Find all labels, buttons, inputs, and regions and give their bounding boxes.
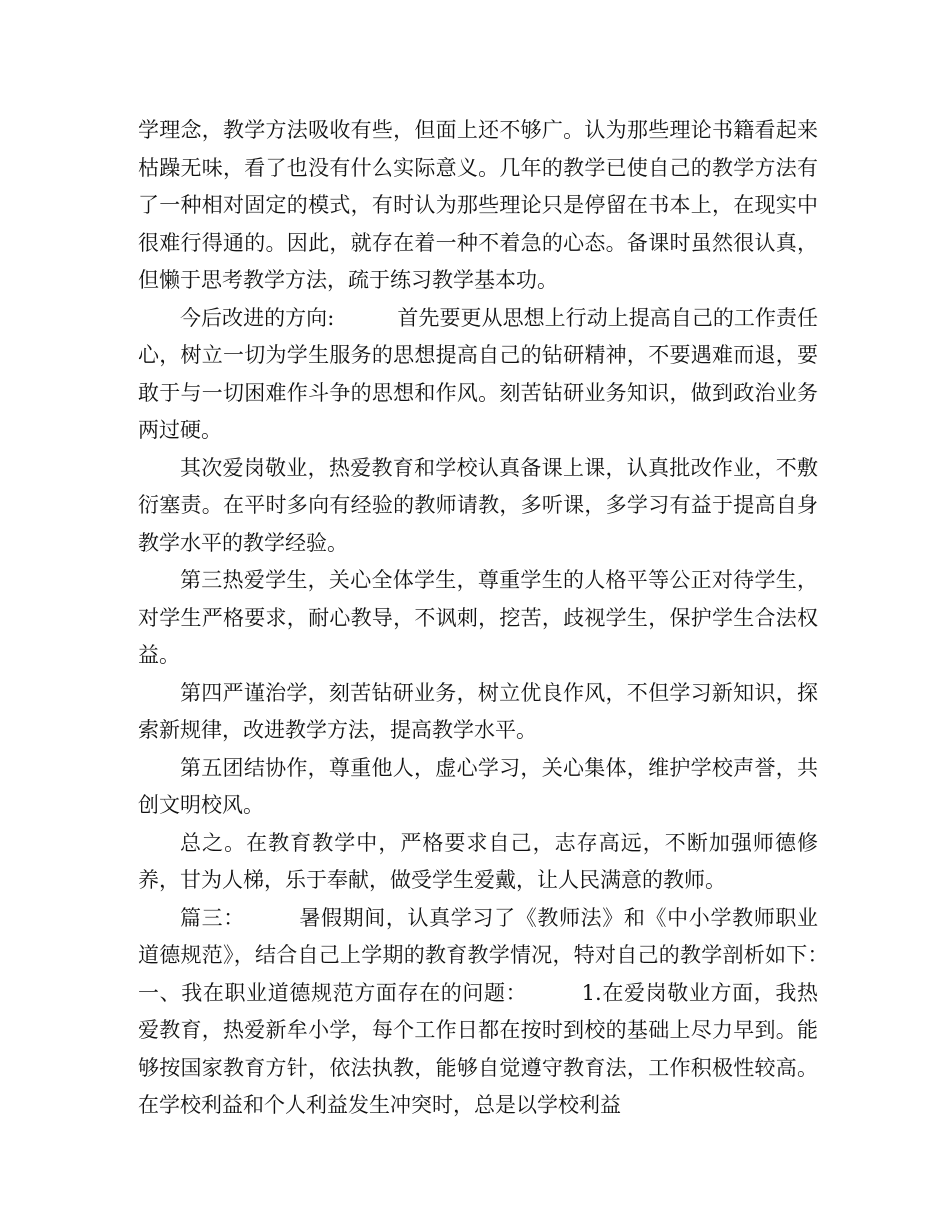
paragraph-improvement-direction: 今后改进的方向: 首先要更从思想上行动上提高自己的工作责任心，树立一切为学生服务的思想提高自己的钻研精神，不要遇难而退，要敢于与一切困难作斗争的思想和作风。刻苦钻研业务知识，做到政治业务两过硬。 (138, 305, 818, 442)
paragraph-part-three: 篇三： 暑假期间，认真学习了《教师法》和《中小学教师职业道德规范》，结合自己上学期的教育教学情况，特对自己的教学剖析如下： 一、我在职业道德规范方面存在的问题： 1.在爱岗敬业方面，我热爱教育，热爱新牟小学，每个工作日都在按时到校的基础上尽力早到。能够按国家教育方针，依法执教，能够自觉遵守教育法，工作积极性较高。在学校利益和个人利益发生冲突时，总是以学校利益 (138, 905, 881, 1117)
paragraph-fifth-point: 第五团结协作，尊重他人，虚心学习，关心集体，维护学校声誉，共创文明校风。 (138, 755, 818, 817)
paragraph-continuation: 学理念，教学方法吸收有些，但面上还不够广。认为那些理论书籍看起来枯躁无味，看了也没有什么实际意义。几年的教学已使自己的教学方法有了一种相对固定的模式，有时认为那些理论只是停留在书本上，在现实中很难行得通的。因此，就存在着一种不着急的心态。备课时虽然很认真，但懒于思考教学方法，疏于练习教学基本功。 (138, 118, 818, 292)
document-page (138, 112, 881, 1125)
paragraph-third-point: 第三热爱学生，关心全体学生，尊重学生的人格平等公正对待学生，对学生严格要求，耐心教导，不讽刺，挖苦，歧视学生，保护学生合法权益。 (138, 568, 818, 667)
paragraph-second-point: 其次爱岗敬业，热爱教育和学校认真备课上课，认真批改作业，不敷衍塞责。在平时多向有经验的教师请教，多听课，多学习有益于提高自身教学水平的教学经验。 (138, 455, 818, 555)
paragraph-summary: 总之。在教育教学中，严格要求自己，志存高远，不断加强师德修养，甘为人梯，乐于奉献，做受学生爱戴，让人民满意的教师。 (138, 830, 818, 892)
paragraph-fourth-point: 第四严谨治学，刻苦钻研业务，树立优良作风，不但学习新知识，探索新规律，改进教学方法，提高教学水平。 (138, 680, 818, 742)
